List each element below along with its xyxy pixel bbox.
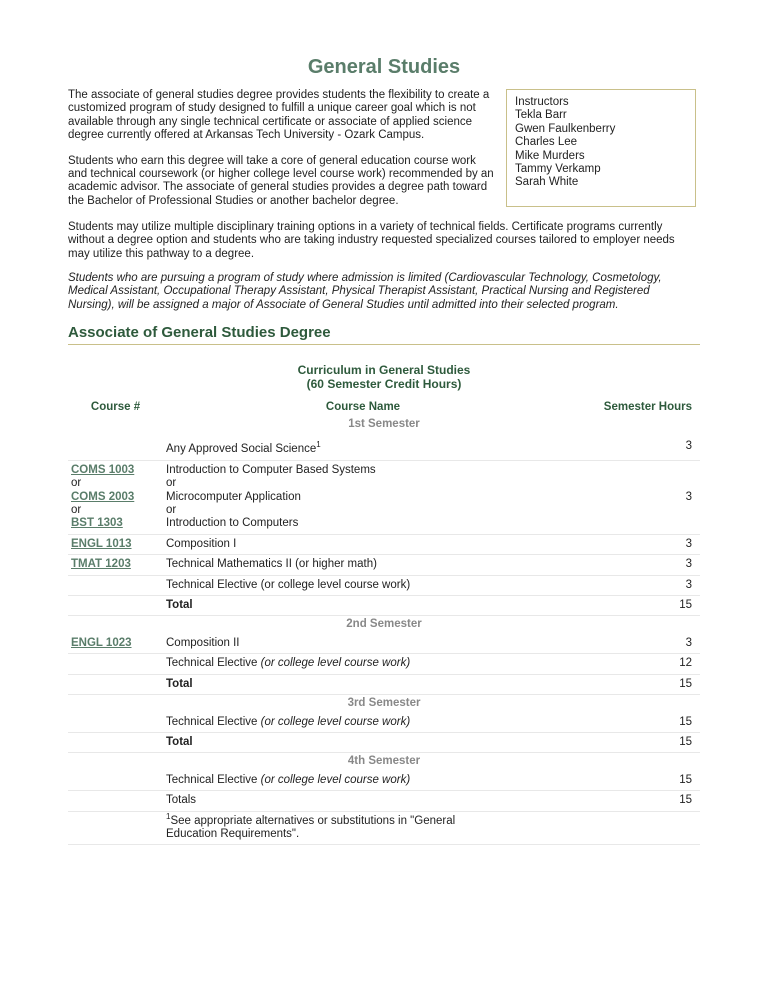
footnote-row — [68, 811, 700, 845]
header-course-name: Course Name — [325, 401, 401, 413]
course-hours: 15 — [563, 771, 700, 791]
table-row — [68, 771, 700, 791]
semester-label: 2nd Semester — [346, 618, 422, 631]
total-label: Total — [163, 596, 563, 616]
total-row — [68, 732, 700, 752]
table-row — [68, 654, 700, 674]
course-hours: 15 — [563, 713, 700, 733]
intro — [68, 89, 498, 220]
total-hours: 15 — [563, 732, 700, 752]
total-label: Total — [163, 732, 563, 752]
instructor-name: Tekla Barr — [515, 109, 567, 122]
instructors-box — [506, 89, 696, 207]
course-name: Composition II — [163, 634, 563, 654]
instructor-name: Gwen Faulkenberry — [515, 122, 616, 135]
course-hours: 3 — [563, 433, 700, 460]
total-hours: 15 — [563, 674, 700, 694]
intro-paragraph-1: The associate of general studies degree provides students the flexibility to create a customized program of study designed to fulfill a unique career goal which is not available through any single technical certificate or associate of applied science degree currently offered at Arkansas Tech University - Ozark Campus. — [68, 89, 490, 142]
totals-hours: 15 — [563, 791, 700, 811]
course-link-engl-1023[interactable]: ENGL 1023 — [71, 636, 132, 649]
instructors-heading: Instructors — [515, 96, 569, 108]
total-row — [68, 596, 700, 616]
course-hours: 3 — [563, 534, 700, 554]
course-name: Technical Elective (or college level course work) — [163, 713, 563, 733]
course-name: Composition I — [163, 534, 563, 554]
course-link-coms-2003[interactable]: COMS 2003 — [71, 490, 135, 503]
header-hours: Semester Hours — [603, 401, 692, 413]
pathway-paragraph: Students may utilize multiple disciplinary training options in a variety of technical fields. Certificate programs currently without a degree option and students who are taking industry requested specialized courses tailored to employer needs may utilize this pathway to a degree. — [68, 221, 675, 260]
table-row — [68, 555, 700, 575]
course-hours: 12 — [563, 654, 700, 674]
course-name: Technical Elective (or college level course work) — [163, 771, 563, 791]
instructor-name: Mike Murders — [515, 149, 585, 162]
course-hours: 3 — [563, 460, 700, 534]
course-name: Technical Mathematics II (or higher math) — [163, 555, 563, 575]
course-name: Introduction to Computer Based Systems or Microcomputer Application or Introduction to Computers — [163, 460, 563, 534]
table-row — [68, 433, 700, 460]
semester-label: 3rd Semester — [347, 697, 421, 710]
total-hours: 15 — [563, 596, 700, 616]
curriculum-table — [68, 398, 700, 845]
semester-label: 1st Semester — [348, 418, 420, 430]
course-hours: 3 — [563, 555, 700, 575]
curriculum-title: Curriculum in General Studies (60 Semester Credit Hours) — [297, 363, 471, 391]
course-link-tmat-1203[interactable]: TMAT 1203 — [71, 558, 131, 571]
instructor-name: Tammy Verkamp — [515, 163, 601, 176]
totals-label: Totals — [163, 791, 563, 811]
header-course-num: Course # — [90, 401, 141, 413]
table-row — [68, 634, 700, 654]
table-row — [68, 534, 700, 554]
table-row — [68, 575, 700, 595]
course-name: Technical Elective (or college level course work) — [163, 654, 563, 674]
table-row — [68, 713, 700, 733]
course-link-bst-1303[interactable]: BST 1303 — [71, 517, 123, 530]
limited-admission-paragraph: Students who are pursuing a program of study where admission is limited (Cardiovascular Technology, Cosmetology, Medical Assistant, Occupational Therapy Assistant, Physical Therapist Assistant, Practical Nursing and Registered Nursing), will be assigned a major of Associate of General Studies until admitted into their selected program. — [68, 272, 662, 311]
course-hours: 3 — [563, 634, 700, 654]
footnote: $^1$See appropriate alternatives or substitutions in "General Education Requirements". — [163, 811, 563, 845]
degree-heading: Associate of General Studies Degree — [68, 324, 700, 345]
course-link-coms-1003[interactable]: COMS 1003 — [71, 463, 135, 476]
instructor-name: Charles Lee — [515, 136, 578, 149]
page-title: General Studies — [307, 56, 461, 78]
semester-label: 4th Semester — [347, 755, 421, 768]
intro-paragraph-2: Students who earn this degree will take a core of general education course work and technical coursework (or higher college level course work) recommended by an academic advisor. The associate of general studies provides a degree path toward the Bachelor of Professional Studies or another bachelor degree. — [68, 154, 494, 207]
course-name: Technical Elective (or college level course work) — [163, 575, 563, 595]
course-hours: 3 — [563, 575, 700, 595]
course-codes: COMS 1003 or COMS 2003 or BST 1303 — [68, 460, 163, 534]
instructor-name: Sarah White — [515, 176, 579, 189]
total-row — [68, 674, 700, 694]
total-label: Total — [163, 674, 563, 694]
course-link-engl-1013[interactable]: ENGL 1013 — [71, 537, 132, 550]
table-row — [68, 460, 700, 534]
course-name: Any Approved Social Science$^1$ — [163, 433, 563, 460]
table-header-row — [68, 398, 700, 416]
totals-row — [68, 791, 700, 811]
